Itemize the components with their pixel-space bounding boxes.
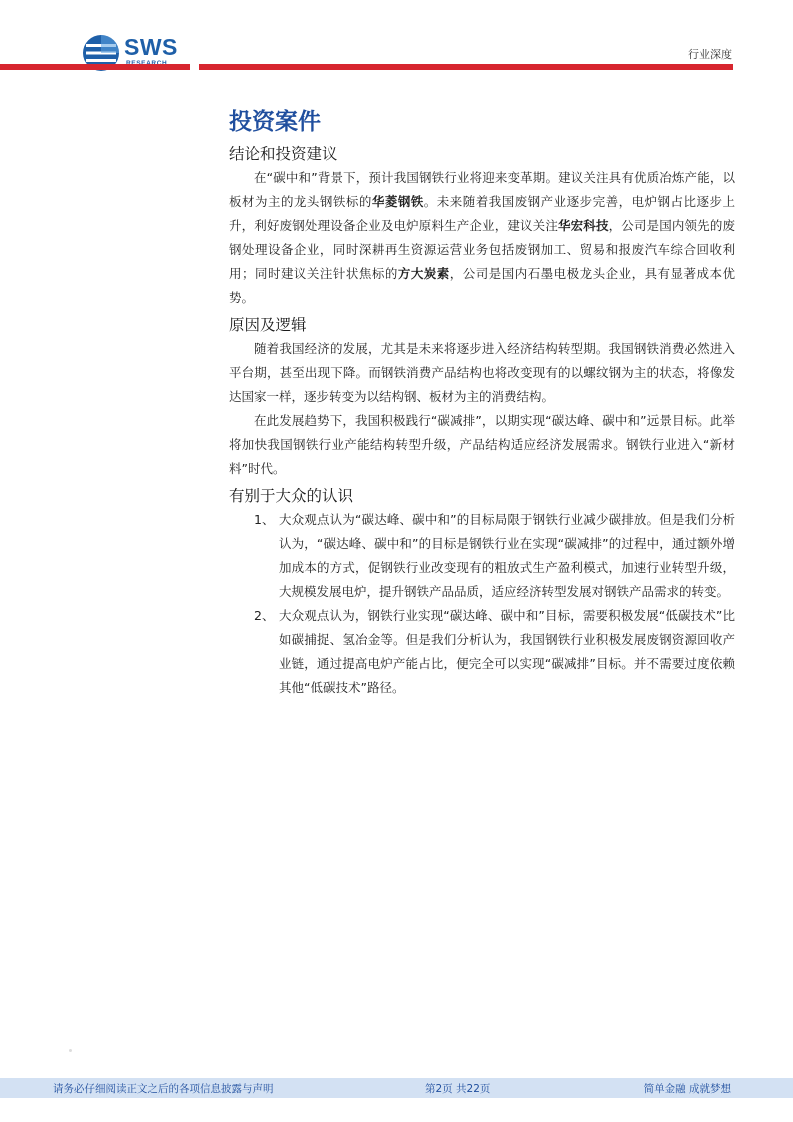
report-category: 行业深度 (688, 48, 732, 61)
main-content (229, 105, 735, 700)
paragraph-conclusion (229, 166, 735, 310)
footer-disclaimer: 请务必仔细阅读正文之后的各项信息披露与声明 (53, 1083, 274, 1095)
text-run: ，公司是国内领先的废钢处理设备企业，同时深耕再生资源运营业务包括废钢加工、贸易和报废汽车综合回收利用；同时建议关注针状焦标的 (229, 218, 735, 281)
paragraph-logic-1: 随着我国经济的发展，尤其是未来将逐步进入经济结构转型期。我国钢铁消费必然进入平台期，甚至出现下降。而钢铁消费产品结构也将改变现有的以螺纹钢为主的状态，将像发达国家一样，逐步转变为以结构钢、板材为主的消费结构。 (229, 341, 735, 404)
list-item-number: 2、 (254, 608, 275, 623)
stock-name-hualing: 华菱钢铁 (371, 194, 424, 209)
differentiated-view-list (229, 508, 735, 700)
decorative-dot (69, 1049, 72, 1052)
section-heading-conclusion: 结论和投资建议 (229, 145, 338, 163)
text-run: 在“碳中和”背景下，预计我国钢铁行业将迎来变革期。建议关注具有优质冶炼产能，以板材为主的龙头钢铁标的 (229, 170, 735, 209)
list-item-number: 1、 (254, 512, 275, 527)
list-item-text: 大众观点认为“碳达峰、碳中和”的目标局限于钢铁行业减少碳排放。但是我们分析认为，“碳达峰、碳中和”的目标是钢铁行业在实现“碳减排”的过程中，通过额外增加成本的方式，促钢铁行业改变现有的粗放式生产盈利模式，加速行业转型升级，大规模发展电炉，提升钢铁产品品质，适应经济转型发展对钢铁产品需求的转变。 (279, 512, 735, 599)
header-rule-left (0, 64, 190, 70)
page-title: 投资案件 (229, 109, 321, 135)
list-item-text: 大众观点认为，钢铁行业实现“碳达峰、碳中和”目标，需要积极发展“低碳技术”比如碳捕捉、氢冶金等。但是我们分析认为，我国钢铁行业积极发展废钢资源回收产业链，通过提高电炉产能占比，便完全可以实现“碳减排”目标。并不需要过度依赖其他“低碳技术”路径。 (279, 608, 735, 695)
header-rule-right (199, 64, 733, 70)
page-number: 第2页 共22页 (425, 1083, 491, 1095)
stock-name-huahong: 华宏科技 (557, 218, 609, 233)
paragraph-logic-2: 在此发展趋势下，我国积极践行“碳减排”，以期实现“碳达峰、碳中和”远景目标。此举将加快我国钢铁行业产能结构转型升级，产品结构适应经济发展需求。钢铁行业进入“新材料”时代。 (229, 413, 735, 476)
section-heading-differentiated-view: 有别于大众的认识 (229, 487, 354, 505)
footer-slogan: 简单金融 成就梦想 (643, 1083, 731, 1095)
logo-text: SWS (124, 34, 178, 60)
list-item (229, 508, 735, 604)
text-run: ，公司是国内石墨电极龙头企业，具有显著成本优势。 (229, 266, 735, 305)
section-heading-logic: 原因及逻辑 (229, 316, 307, 334)
list-item (229, 604, 735, 700)
text-run: 。未来随着我国废钢产业逐步完善，电炉钢占比逐步上升，利好废钢处理设备企业及电炉原料生产企业，建议关注 (229, 194, 735, 233)
stock-name-fangda: 方大炭素 (397, 266, 450, 281)
